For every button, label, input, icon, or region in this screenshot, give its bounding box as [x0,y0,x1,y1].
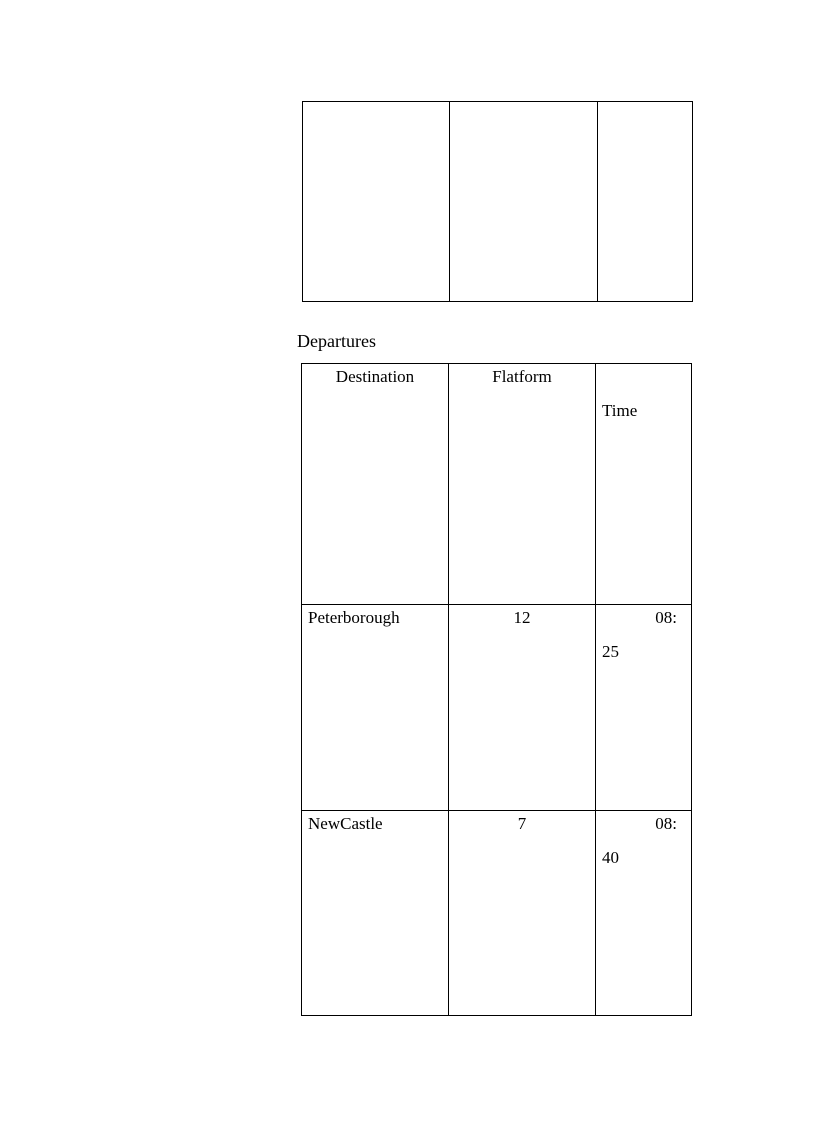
cell-time [596,605,691,810]
time-minutes: 25 [602,642,619,661]
departures-table [301,363,692,1016]
cell-destination: Peterborough [302,605,449,810]
empty-table-divider [597,102,598,301]
cell-destination: NewCastle [302,811,449,1015]
time-hours: 08: [655,608,677,627]
empty-table [302,101,693,302]
header-platform: Flatform [449,364,596,604]
time-minutes: 40 [602,848,619,867]
cell-platform: 12 [449,605,596,810]
table-caption: Departures [297,331,376,351]
time-hours: 08: [655,814,677,833]
table-row [302,604,691,810]
table-header-row [302,364,691,604]
cell-time [596,811,691,1015]
header-time: Time [602,401,638,420]
cell-platform: 7 [449,811,596,1015]
table-row [302,810,691,1015]
header-destination: Destination [302,364,449,604]
empty-table-divider [449,102,450,301]
